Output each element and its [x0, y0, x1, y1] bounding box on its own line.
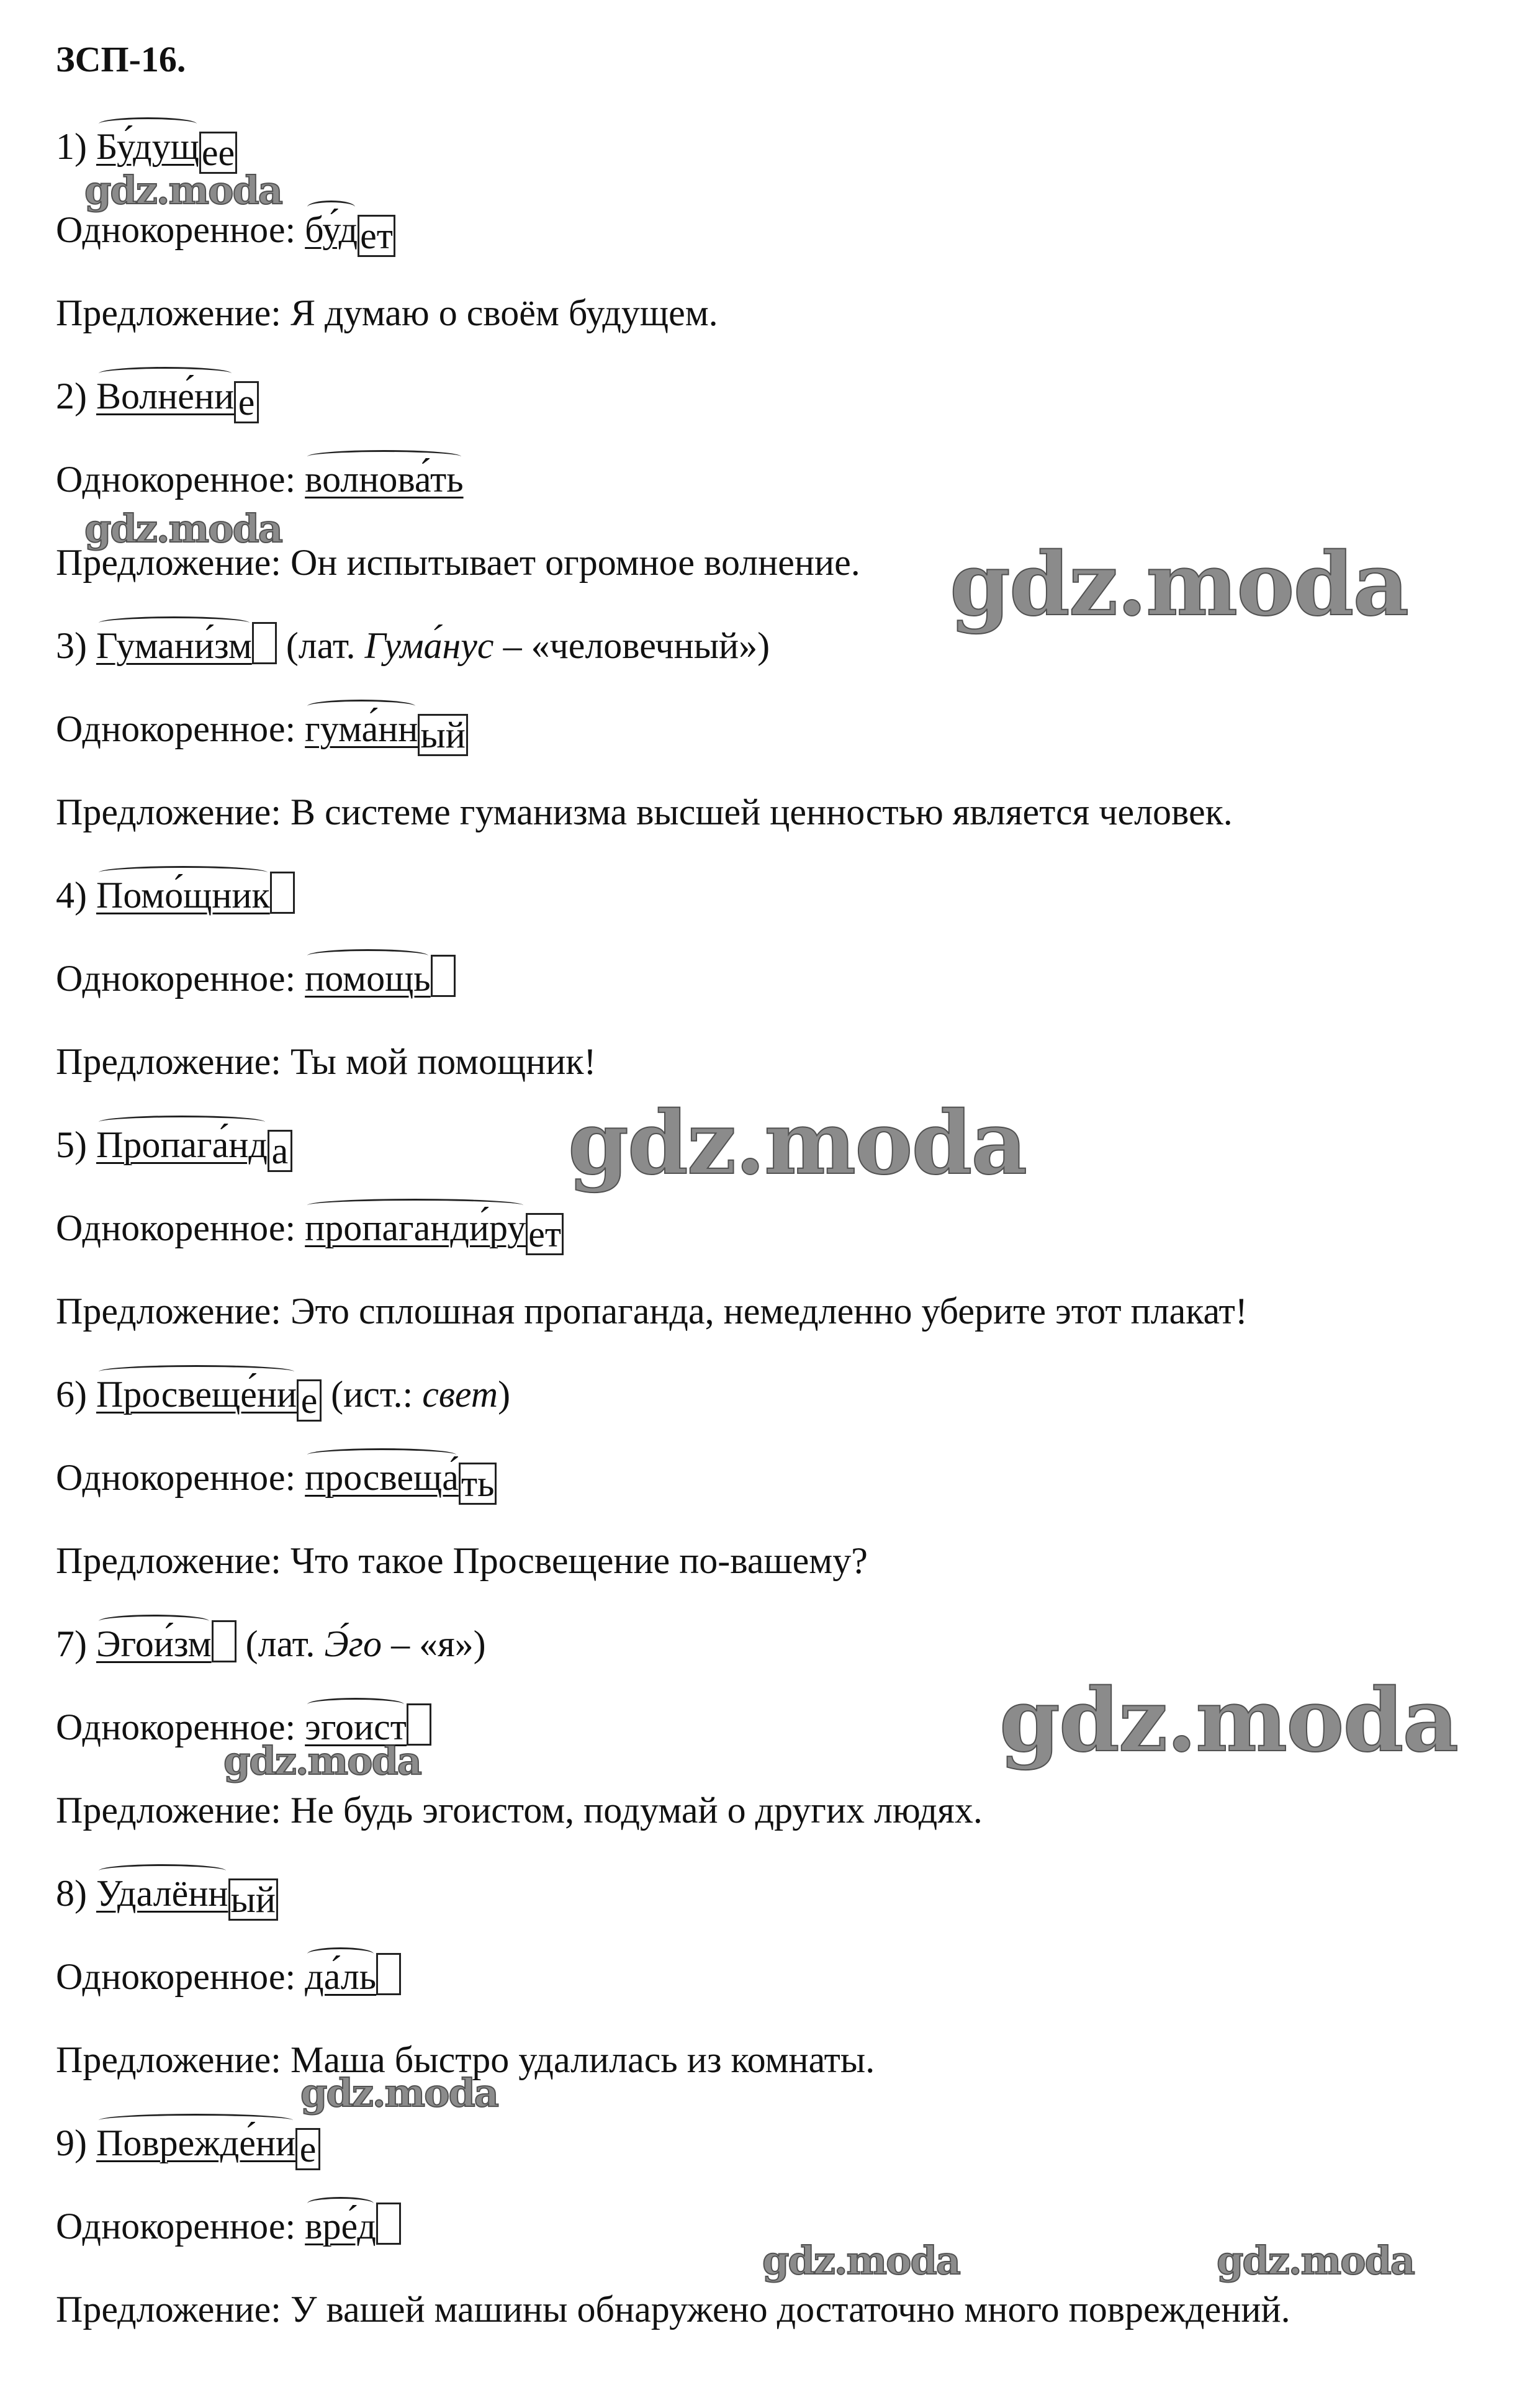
sentence-label: Предложение: [56, 1291, 290, 1332]
related-label: Однокоренное: [56, 1956, 305, 1997]
entry-word-line [56, 122, 237, 174]
watermark: gdz.moda [84, 168, 282, 213]
word-ending-box [212, 1620, 236, 1662]
entry-word-line [56, 371, 259, 423]
related-stem: гума́нн [305, 708, 418, 749]
sentence-label: Предложение: [56, 791, 290, 832]
entry-number: 7) [56, 1623, 96, 1664]
related-ending-box [376, 1953, 401, 1995]
related-ending-box: ть [459, 1463, 497, 1505]
word-stem: Просвеще́ни [96, 1374, 297, 1415]
sentence-label: Предложение: [56, 292, 290, 333]
word-stem: Пропага́нд [96, 1124, 268, 1165]
related-stem: волнова́ть [305, 459, 464, 500]
sentence-line [56, 787, 1233, 837]
related-word-line [56, 2201, 401, 2251]
entry-word-line [56, 621, 770, 670]
entry-word-line [56, 1120, 292, 1172]
sentence-label: Предложение: [56, 1041, 290, 1082]
origin-word: свет [422, 1374, 498, 1415]
watermark: gdz.moda [568, 1093, 1027, 1194]
word-ending-box [252, 622, 277, 664]
related-stem: вре́д [305, 2206, 376, 2247]
word-ending-box: ее [199, 132, 237, 174]
sentence-line [56, 288, 718, 338]
sentence-text: Не будь эгоистом, подумай о других людях. [290, 1790, 983, 1831]
entry-word-line [56, 1869, 278, 1921]
watermark: gdz.moda [950, 534, 1408, 636]
sentence-line [56, 1536, 868, 1585]
related-ending-box [431, 955, 456, 997]
sentence-text: Что такое Просвещение по-вашему? [290, 1540, 868, 1581]
word-stem: Волне́ни [96, 376, 235, 417]
word-ending-box [270, 872, 295, 914]
word-ending-box: е [297, 1379, 322, 1422]
related-word-line [56, 1952, 401, 2001]
word-ending-box: а [268, 1130, 292, 1172]
origin-word: Э́го [324, 1623, 382, 1664]
related-ending-box: ет [358, 215, 395, 257]
word-stem: Помо́щник [96, 875, 270, 916]
watermark: gdz.moda [223, 1738, 421, 1783]
origin-note-prefix: (лат. [276, 625, 365, 666]
related-stem: да́ль [305, 1956, 377, 1997]
related-label: Однокоренное: [56, 1707, 305, 1747]
word-ending-box: е [234, 381, 259, 423]
related-label: Однокоренное: [56, 708, 305, 749]
origin-note-prefix: (лат. [236, 1623, 325, 1664]
word-ending-box: е [295, 2128, 320, 2170]
related-label: Однокоренное: [56, 958, 305, 999]
entry-number: 5) [56, 1124, 96, 1165]
sentence-line [56, 1037, 597, 1086]
related-word-line [56, 1203, 564, 1255]
related-word-line [56, 454, 464, 504]
watermark: gdz.moda [84, 506, 282, 551]
watermark: gdz.moda [762, 2238, 960, 2283]
origin-note-prefix: (ист.: [322, 1374, 423, 1415]
exercise-title: ЗСП-16. [56, 39, 186, 79]
entry-number: 2) [56, 376, 96, 417]
watermark: gdz.moda [999, 1670, 1458, 1772]
entry-word-line [56, 2118, 320, 2170]
word-stem: Поврежде́ни [96, 2122, 296, 2163]
origin-note-suffix: – «человечный») [493, 625, 770, 666]
sentence-text: У вашей машины обнаружено достаточно много повреждений. [290, 2289, 1290, 2330]
sentence-text: Маша быстро удалилась из комнаты. [290, 2039, 875, 2080]
related-label: Однокоренное: [56, 459, 305, 500]
related-label: Однокоренное: [56, 209, 305, 250]
entry-number: 6) [56, 1374, 96, 1415]
sentence-line [56, 1785, 983, 1835]
related-ending-box: ый [418, 714, 467, 756]
sentence-text: Это сплошная пропаганда, немедленно уберите этот плакат! [290, 1291, 1248, 1332]
sentence-line [56, 1286, 1248, 1336]
related-stem: бу́д [305, 209, 358, 250]
origin-note-suffix: ) [498, 1374, 511, 1415]
word-stem: Бу́дущ [96, 126, 199, 167]
sentence-text: Я думаю о своём будущем. [290, 292, 718, 333]
entry-number: 9) [56, 2122, 96, 2163]
related-label: Однокоренное: [56, 1457, 305, 1498]
related-stem: просвеща́ [305, 1457, 459, 1498]
word-stem: Гумани́зм [96, 625, 252, 666]
origin-word: Гума́нус [364, 625, 494, 666]
entry-number: 8) [56, 1873, 96, 1914]
related-label: Однокоренное: [56, 2206, 305, 2247]
sentence-label: Предложение: [56, 2039, 290, 2080]
entry-word-line [56, 1369, 510, 1422]
entry-number: 3) [56, 625, 96, 666]
related-stem: помощь [305, 958, 431, 999]
related-stem: эгоист [305, 1707, 407, 1747]
related-word-line [56, 704, 468, 756]
origin-note-suffix: – «я») [382, 1623, 486, 1664]
entry-word-line [56, 870, 295, 920]
related-word-line [56, 1453, 497, 1505]
word-ending-box: ый [228, 1878, 278, 1921]
related-ending-box [376, 2203, 401, 2245]
entry-number: 1) [56, 126, 96, 167]
sentence-label: Предложение: [56, 2289, 290, 2330]
watermark: gdz.moda [1217, 2238, 1414, 2283]
watermark: gdz.moda [300, 2070, 498, 2116]
related-label: Однокоренное: [56, 1207, 305, 1248]
related-ending-box: ет [526, 1213, 564, 1255]
sentence-text: Ты мой помощник! [290, 1041, 597, 1082]
related-stem: пропаганди́ру [305, 1207, 526, 1248]
sentence-text: Он испытывает огромное волнение. [290, 542, 860, 583]
word-stem: Удалённ [96, 1873, 228, 1914]
sentence-label: Предложение: [56, 1540, 290, 1581]
sentence-text: В системе гуманизма высшей ценностью является человек. [290, 791, 1233, 832]
entry-word-line [56, 1619, 486, 1669]
related-word-line [56, 954, 456, 1003]
word-stem: Эгои́зм [96, 1623, 212, 1664]
sentence-label: Предложение: [56, 1790, 290, 1831]
sentence-line [56, 2284, 1290, 2334]
sentence-label: Предложение: [56, 542, 290, 583]
entry-number: 4) [56, 875, 96, 916]
